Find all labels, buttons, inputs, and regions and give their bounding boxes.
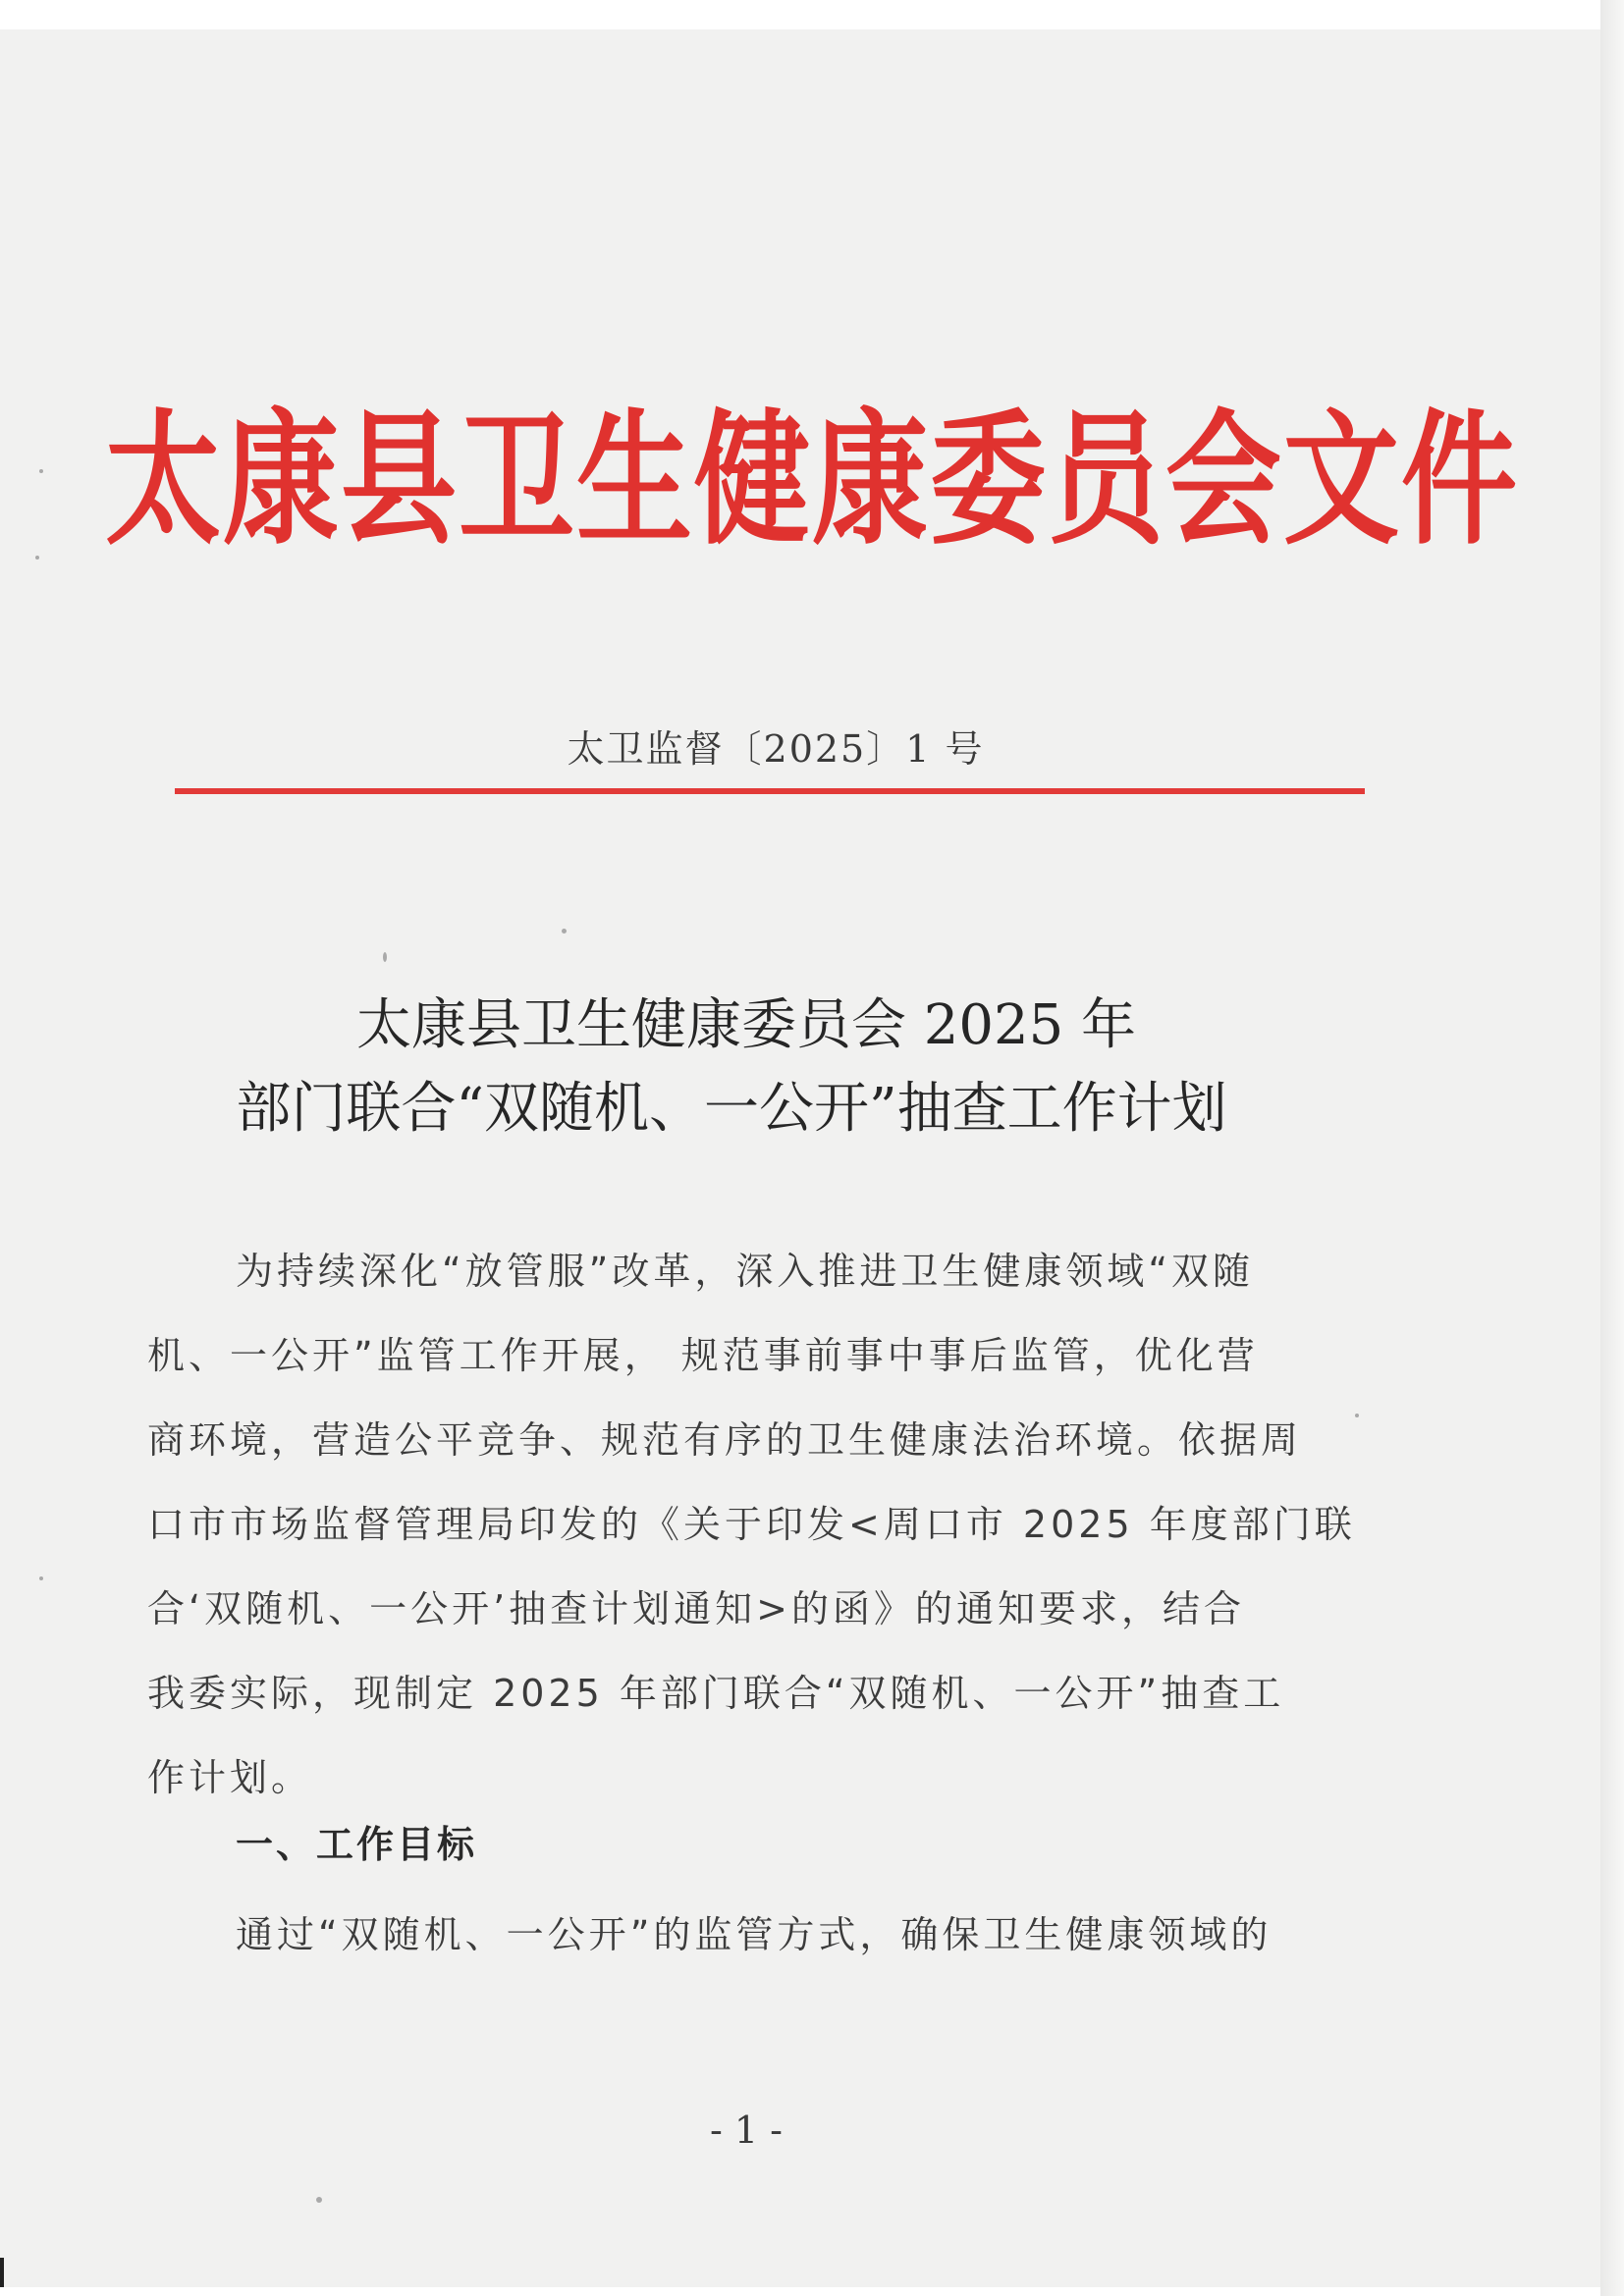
red-divider-line [175,788,1365,794]
paragraph-line: 为持续深化“放管服”改革，深入推进卫生健康领域“双随 [236,1250,1255,1293]
section-heading: 一、工作目标 [236,1823,478,1866]
page-edge-shadow [1600,0,1624,2296]
scan-speck [39,469,43,473]
document-title-line-1: 太康县卫生健康委员会 2025 年 [355,993,1137,1057]
scan-speck [35,556,39,560]
paragraph-line: 口市市场监督管理局印发的《关于印发<周口市 2025 年度部门联 [147,1503,1356,1546]
paragraph-line: 通过“双随机、一公开”的监管方式，确保卫生健康领域的 [236,1913,1272,1956]
scan-speck [1355,1414,1359,1417]
scan-speck [39,1576,43,1580]
paragraph-line: 商环境，营造公平竞争、规范有序的卫生健康法治环境。依据周 [147,1418,1303,1462]
page-number: - 1 - [709,2109,783,2152]
paragraph-line: 我委实际，现制定 2025 年部门联合“双随机、一公开”抽查工 [147,1672,1285,1715]
scan-speck [383,952,387,962]
scan-speck [316,2197,322,2203]
paragraph-line: 合‘双随机、一公开’抽查计划通知>的函》的通知要求，结合 [147,1587,1246,1630]
scan-edge-mark [0,2258,4,2287]
red-header-title: 太康县卫生健康委员会文件 [104,394,1519,564]
paragraph-line: 作计划。 [147,1756,313,1799]
scan-speck [562,929,567,934]
document-title-line-2: 部门联合“双随机、一公开”抽查工作计划 [236,1077,1227,1141]
paragraph-line: 机、一公开”监管工作开展， 规范事前事中事后监管，优化营 [147,1334,1259,1377]
document-number: 太卫监督〔2025〕1 号 [567,727,985,771]
